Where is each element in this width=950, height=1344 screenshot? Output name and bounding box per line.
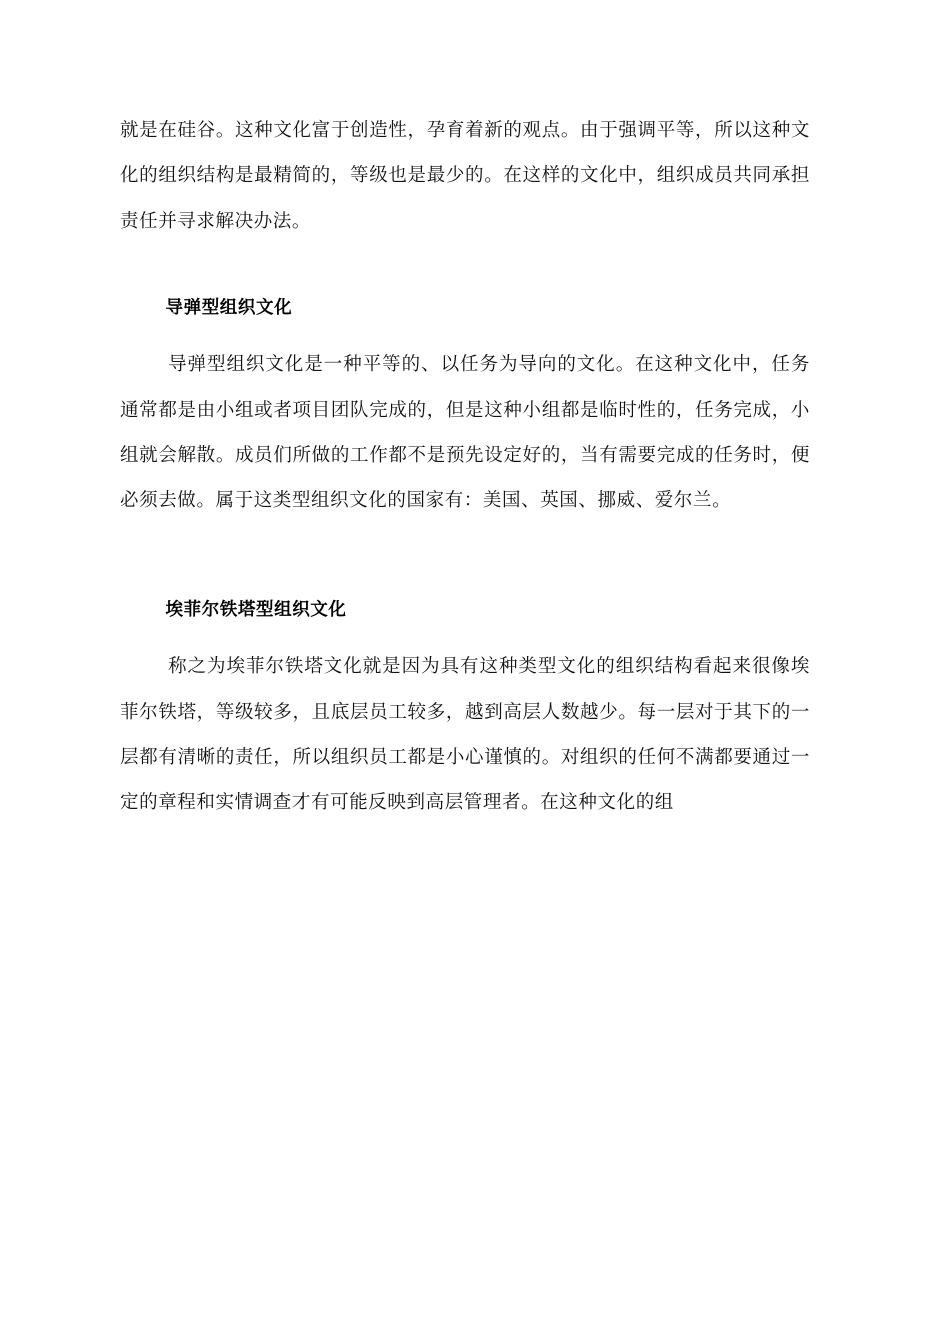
heading-text: 埃菲尔铁塔型组织文化 <box>165 599 347 620</box>
paragraph-text: 就是在硅谷。这种文化富于创造性，孕育着新的观点。由于强调平等，所以这种文化的组织结构是最精简的，等级也是最少的。在这样的文化中，组织成员共同承担责任并寻求解决办法。 <box>120 120 810 232</box>
spacer <box>120 320 810 342</box>
paragraph-block <box>120 108 810 244</box>
paragraph-block <box>120 342 810 523</box>
document-body <box>120 108 810 825</box>
paragraph-text: 导弹型组织文化是一种平等的、以任务为导向的文化。在这种文化中，任务通常都是由小组或者项目团队完成的，但是这种小组都是临时性的，任务完成，小组就会解散。成员们所做的工作都不是预先设定好的，当有需要完成的任务时，便必须去做。属于这类型组织文化的国家有：美国、英国、挪威、爱尔兰。 <box>120 354 810 512</box>
section-heading-missile <box>120 296 810 321</box>
spacer <box>120 622 810 644</box>
section-heading-eiffel-tower <box>120 598 810 623</box>
spacer <box>120 244 810 296</box>
paragraph-text: 称之为埃菲尔铁塔文化就是因为具有这种类型文化的组织结构看起来很像埃菲尔铁塔，等级较多，且底层员工较多，越到高层人数越少。每一层对于其下的一层都有清晰的责任，所以组织员工都是小心谨慎的。对组织的任何不满都要通过一定的章程和实情调查才有可能反映到高层管理者。在这种文化的组 <box>120 656 810 814</box>
heading-text: 导弹型组织文化 <box>165 297 293 318</box>
paragraph-block <box>120 644 810 825</box>
spacer <box>120 524 810 598</box>
